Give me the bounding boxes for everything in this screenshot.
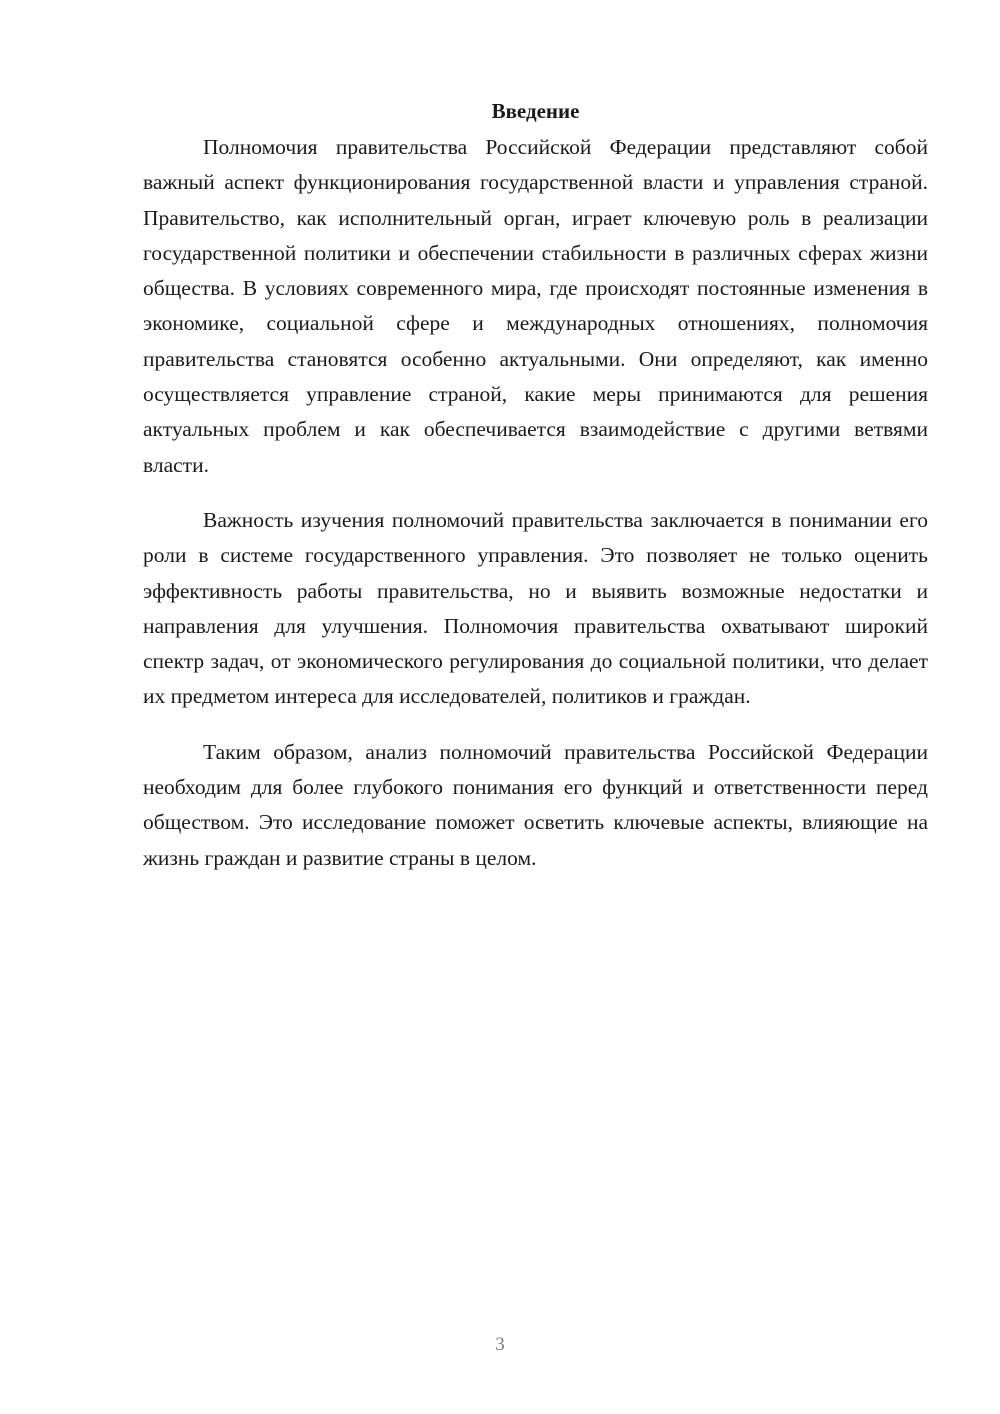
section-heading: Введение xyxy=(491,99,580,123)
page-number: 3 xyxy=(495,1334,505,1355)
paragraph-3: Таким образом, анализ полномочий правительства Российской Федерации необходим для более глубокого понимания его функций и ответственности перед обществом. Это исследование поможет осветить ключевые аспекты, влияющие на жизнь граждан и развитие страны в целом. xyxy=(143,739,928,870)
paragraph-1: Полномочия правительства Российской Федерации представляют собой важный аспект функционирования государственной власти и управления страной. Правительство, как исполнительный орган, играет ключевую роль в реализации государственной политики и обеспечении стабильности в различных сферах жизни общества. В условиях современного мира, где происходят постоянные изменения в экономике, социальной сфере и международных отношениях, полномочия правительства становятся особенно актуальными. Они определяют, как именно осуществляется управление страной, какие меры принимаются для решения актуальных проблем и как обеспечивается взаимодействие с другими ветвями власти. xyxy=(143,135,928,477)
page-content xyxy=(143,96,928,896)
paragraph-2: Важность изучения полномочий правительства заключается в понимании его роли в системе государственного управления. Это позволяет не только оценить эффективность работы правительства, но и выявить возможные недостатки и направления для улучшения. Полномочия правительства охватывают широкий спектр задач, от экономического регулирования до социальной политики, что делает их предметом интереса для исследователей, политиков и граждан. xyxy=(143,507,928,709)
